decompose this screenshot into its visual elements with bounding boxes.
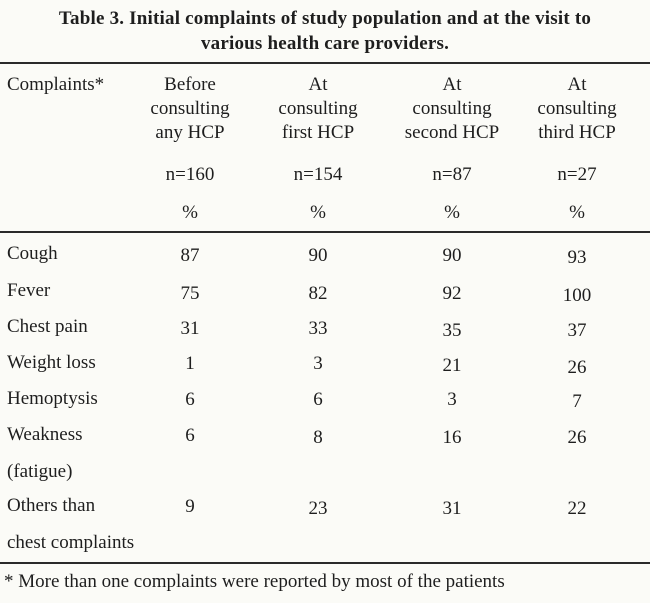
- header-unit: %: [444, 202, 460, 223]
- table-title-line-2: various health care providers.: [200, 33, 450, 54]
- header-col-first-hcp: [263, 73, 373, 145]
- row-label-weight-loss: Weight loss: [7, 352, 96, 373]
- header-unit: %: [569, 202, 585, 223]
- row-label-fever: Fever: [7, 280, 51, 301]
- table-cell: 22: [567, 498, 587, 519]
- table-cell: 33: [308, 318, 328, 339]
- header-line: third HCP: [538, 122, 616, 143]
- table-cell: 35: [442, 320, 462, 341]
- header-n-value: n=154: [293, 164, 343, 185]
- table-cell: 3: [447, 389, 457, 410]
- table-cell: 6: [185, 389, 195, 410]
- table-footnote: * More than one complaints were reported by most of the patients: [4, 571, 505, 592]
- table-cell: 7: [572, 391, 582, 412]
- header-n-value: n=27: [557, 164, 597, 185]
- row-label-chest-pain: Chest pain: [7, 316, 88, 337]
- header-unit: %: [182, 202, 198, 223]
- header-line: At: [442, 74, 462, 95]
- row-label-cough: Cough: [7, 243, 58, 264]
- table-cell: 100: [562, 285, 592, 306]
- table-cell: 31: [442, 498, 462, 519]
- table-cell: 3: [313, 353, 323, 374]
- header-line: At: [308, 74, 328, 95]
- table-cell: 90: [308, 245, 328, 266]
- table-cell: 21: [442, 355, 462, 376]
- header-col-before-any-hcp: [135, 73, 245, 145]
- table-cell: 37: [567, 320, 587, 341]
- header-col-second-hcp: [392, 73, 512, 145]
- table-cell: 1: [185, 353, 195, 374]
- table-cell: 90: [442, 245, 462, 266]
- header-line: consulting: [278, 98, 358, 119]
- table-cell: 82: [308, 283, 328, 304]
- table-cell: 9: [185, 496, 195, 517]
- table-cell: 75: [180, 283, 200, 304]
- header-n-value: n=87: [432, 164, 472, 185]
- header-unit: %: [310, 202, 326, 223]
- table-top-rule: [0, 62, 650, 64]
- table-cell: 92: [442, 283, 462, 304]
- table-cell: 26: [567, 357, 587, 378]
- table-bottom-rule: [0, 562, 650, 564]
- header-complaints: Complaints*: [7, 74, 105, 95]
- header-col-third-hcp: [522, 73, 632, 145]
- header-line: Before: [164, 74, 216, 95]
- table-cell: 16: [442, 427, 462, 448]
- table-title-line-1: Table 3. Initial complaints of study population and at the visit to: [58, 8, 592, 29]
- table-cell: 26: [567, 427, 587, 448]
- header-line: consulting: [412, 98, 492, 119]
- header-line: consulting: [150, 98, 230, 119]
- row-label-others: Others than: [7, 495, 96, 516]
- row-label-others-line-2: chest complaints: [7, 532, 135, 553]
- header-line: second HCP: [404, 122, 500, 143]
- header-bottom-rule: [0, 231, 650, 233]
- header-line: consulting: [537, 98, 617, 119]
- header-n-value: n=160: [165, 164, 215, 185]
- row-label-weakness: Weakness: [7, 424, 83, 445]
- table-cell: 31: [180, 318, 200, 339]
- table-cell: 6: [313, 389, 323, 410]
- row-label-weakness-line-2: (fatigue): [7, 461, 73, 482]
- header-line: any HCP: [155, 122, 225, 143]
- row-label-hemoptysis: Hemoptysis: [7, 388, 98, 409]
- table-cell: 6: [185, 425, 195, 446]
- header-line: first HCP: [281, 122, 355, 143]
- table-cell: 8: [313, 427, 323, 448]
- table-cell: 87: [180, 245, 200, 266]
- table-cell: 93: [567, 247, 587, 268]
- table-cell: 23: [308, 498, 328, 519]
- header-line: At: [567, 74, 587, 95]
